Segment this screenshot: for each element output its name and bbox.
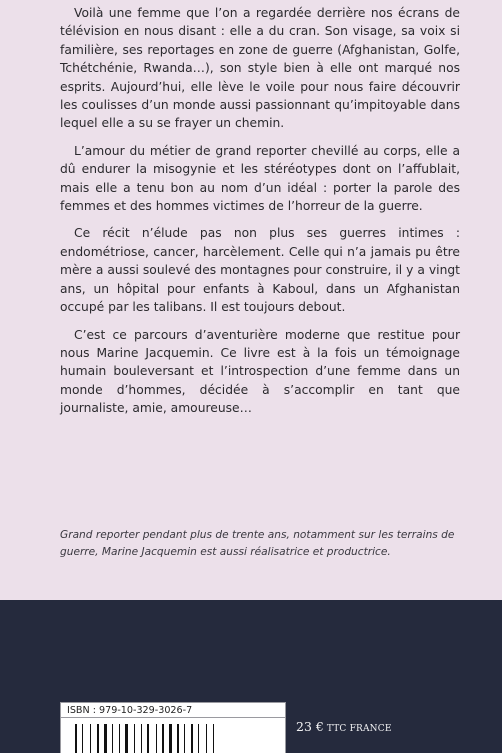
summary-paragraph-1: Voilà une femme que l’on a regardée derrière nos écrans de télévision en nous disant : elle a du cran. Son visage, sa voix si familière, ses reportages en zone de guerre (Afghanistan, Golfe, Tchétchénie, Rwanda…), son style bien à elle ont marqué nos esprits. Aujourd’hui, elle lève le voile pour nous faire découvrir les coulisses d’un monde aussi passionnant qu’impitoyable dans lequel elle a su se frayer un chemin. [60,6,460,131]
summary-text [60,4,460,427]
barcode-bar [134,724,135,753]
barcode-bar [82,724,83,753]
isbn-label: ISBN : 979-10-329-3026-7 [60,702,286,718]
summary-paragraph-4: C’est ce parcours d’aventurière moderne que restitue pour nous Marine Jacquemin. Ce livre est à la fois un témoignage humain bouleversant et l’introspection d’une femme dans un monde d’hommes, décidée à s’accomplir en tant que journaliste, amie, amoureuse… [60,327,460,416]
barcode-bar [147,724,149,753]
barcode-bar [206,724,207,753]
barcode-bar [119,724,120,753]
barcode-bar [162,724,164,753]
price-tag [296,716,392,735]
barcode-bar [191,724,193,753]
barcode-bar [125,724,128,753]
summary-paragraph-2: L’amour du métier de grand reporter chevillé au corps, elle a dû endurer la misogynie et les stéréotypes dont on l’affublait, mais elle a tenu bon au nom d’un idéal : porter la parole des femmes et des hommes victimes de l’horreur de la guerre. [60,143,460,214]
barcode-bar [198,724,199,753]
barcode-bar [156,724,157,753]
author-bio: Grand reporter pendant plus de trente ans, notamment sur les terrains de guerre, Marine Jacquemin est aussi réalisatrice et productrice. [60,529,455,558]
barcode-bar [141,724,142,753]
barcode-bar [177,724,179,753]
price-suffix: TTC FRANCE [326,724,392,734]
barcode-bar [90,724,91,753]
barcode-bar [112,724,113,753]
barcode-bars [61,718,285,753]
barcode-bar [184,724,185,753]
barcode [60,718,286,753]
barcode-bar [169,724,172,753]
barcode-bar [75,724,77,753]
barcode-bar [104,724,107,753]
barcode-bar [97,724,99,753]
summary-paragraph-3: Ce récit n’élude pas non plus ses guerres intimes : endométriose, cancer, harcèlement. Celle qui n’a jamais pu être mère a aussi soulevé des montagnes pour construire, il y a vingt ans, un hôpital pour enfants à Kaboul, dans un Afghanistan occupé par les talibans. Il est toujours debout. [60,226,460,315]
price-amount: 23 € [296,719,324,734]
barcode-bar [213,724,214,753]
